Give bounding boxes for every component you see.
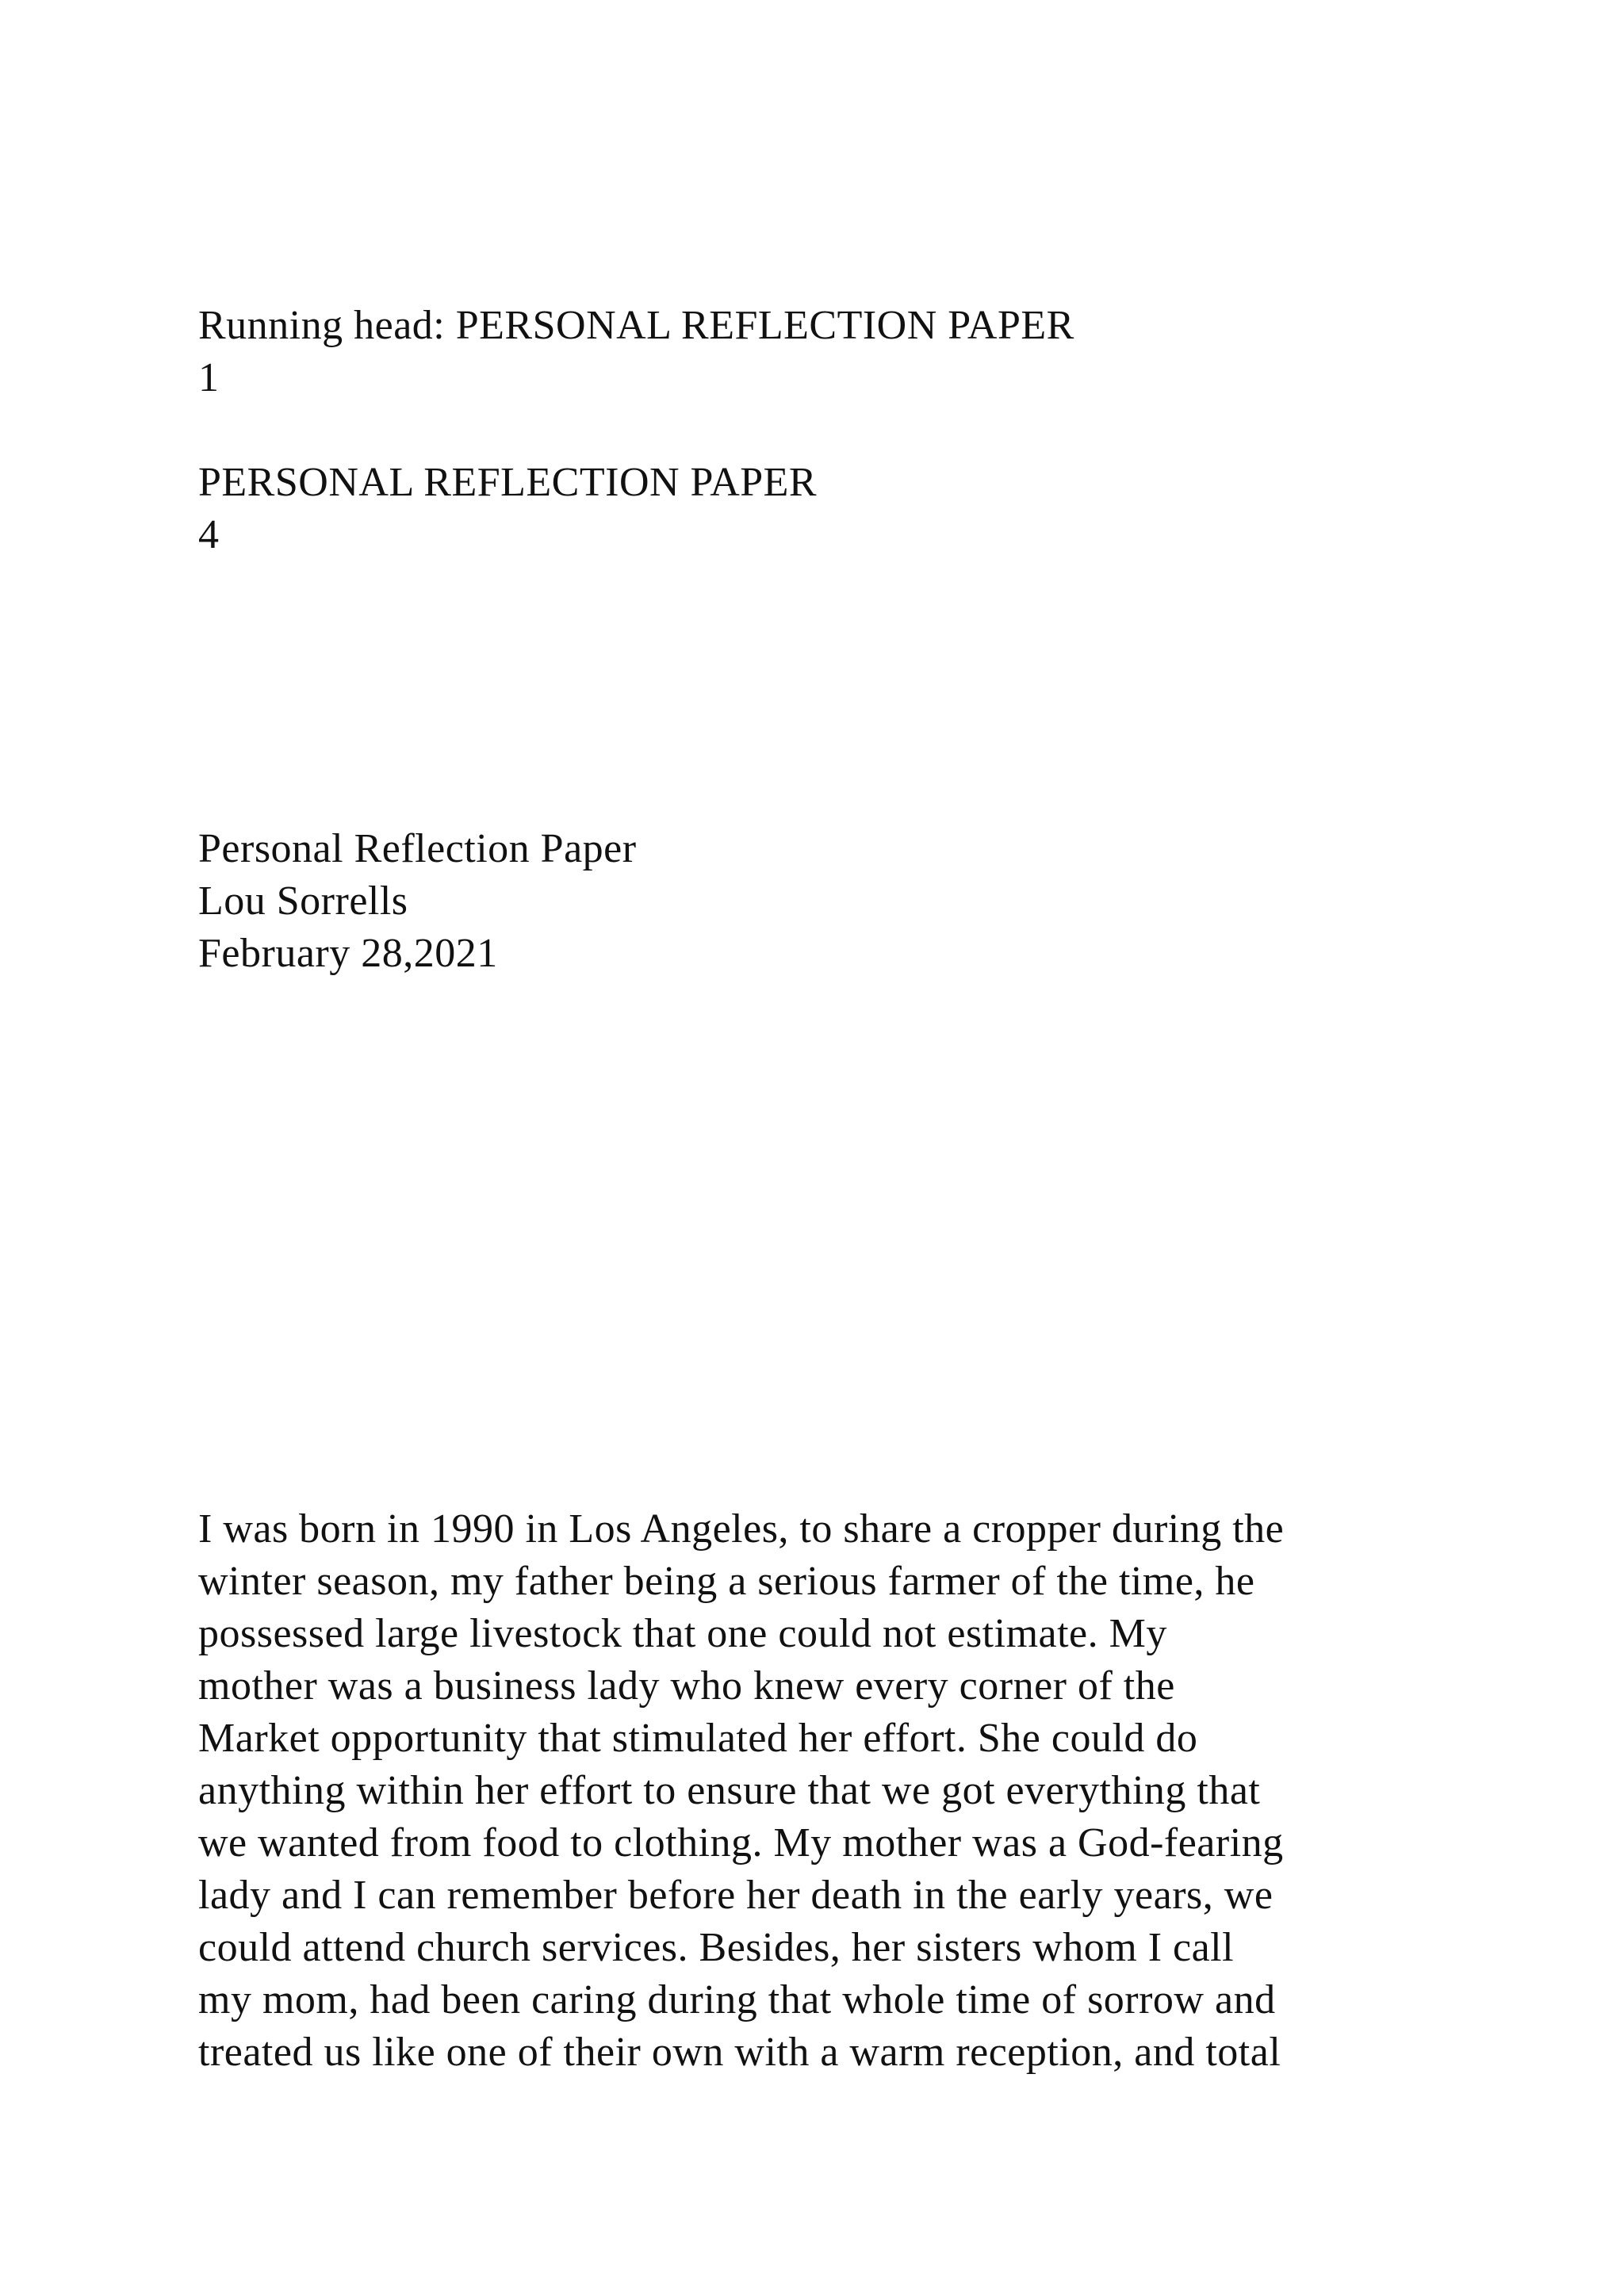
body-line: could attend church services. Besides, her sisters whom I call [198,1925,1235,1970]
page-number-current: 4 [198,512,220,557]
short-title: PERSONAL REFLECTION PAPER [198,460,818,505]
body-line: mother was a business lady who knew every corner of the [198,1663,1175,1709]
body-line: winter season, my father being a serious farmer of the time, he [198,1559,1255,1604]
body-line: Market opportunity that stimulated her effort. She could do [198,1716,1198,1761]
body-line: I was born in 1990 in Los Angeles, to share a cropper during the [198,1506,1285,1552]
body-line: we wanted from food to clothing. My mother was a God-fearing [198,1820,1284,1866]
running-head: Running head: PERSONAL REFLECTION PAPER [198,303,1074,348]
body-line: anything within her effort to ensure that we got everything that [198,1768,1261,1813]
body-line: lady and I can remember before her death in the early years, we [198,1873,1274,1918]
author-name: Lou Sorrells [198,878,408,924]
body-line: possessed large livestock that one could not estimate. My [198,1611,1167,1656]
page-number-first: 1 [198,355,220,400]
paper-date: February 28,2021 [198,931,498,976]
paper-title: Personal Reflection Paper [198,826,637,871]
body-line: treated us like one of their own with a warm reception, and total [198,2030,1281,2075]
body-line: my mom, had been caring during that whole time of sorrow and [198,1977,1276,2022]
